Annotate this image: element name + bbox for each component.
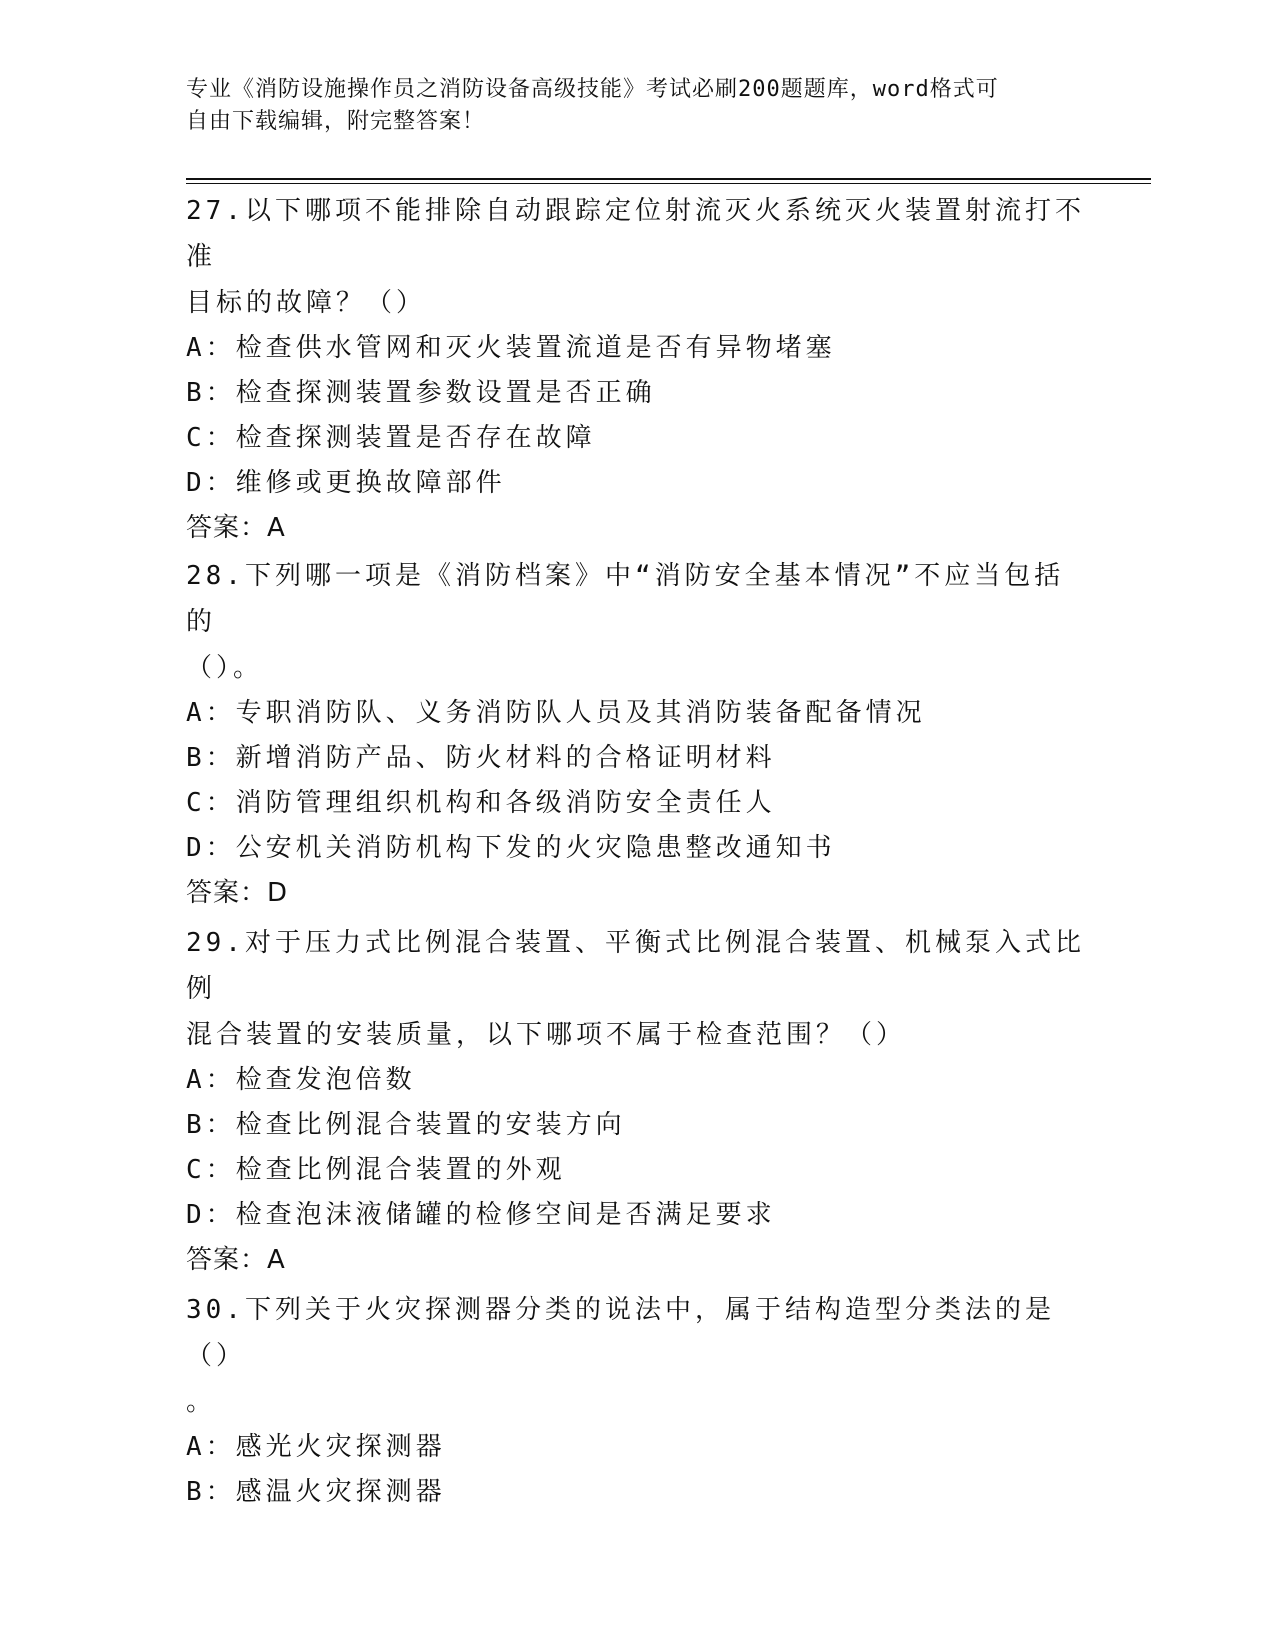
answer-line: 答案：D	[186, 878, 289, 908]
header-line-2: 自由下载编辑，附完整答案！	[186, 109, 486, 134]
header-line-1: 专业《消防设施操作员之消防设备高级技能》考试必刷200题题库，word格式可	[186, 77, 999, 102]
question-28	[186, 553, 1086, 916]
option-b: B：感温火灾探测器	[186, 1477, 446, 1507]
header-rule-thin	[186, 183, 1151, 184]
option-c: C：检查比例混合装置的外观	[186, 1155, 566, 1185]
option-d: D：维修或更换故障部件	[186, 468, 506, 498]
question-stem-line: 27.以下哪项不能排除自动跟踪定位射流灭火系统灭火装置射流打不准	[186, 196, 1085, 272]
question-stem-line: 。	[186, 1387, 217, 1417]
answer-line: 答案：A	[186, 1245, 286, 1275]
option-b: B：新增消防产品、防火材料的合格证明材料	[186, 743, 776, 773]
document-header	[186, 74, 1066, 138]
question-stem-line: （）。	[186, 653, 264, 683]
question-30	[186, 1287, 1086, 1515]
option-a: A：感光火灾探测器	[186, 1432, 446, 1462]
question-stem-line: 29.对于压力式比例混合装置、平衡式比例混合装置、机械泵入式比例	[186, 928, 1085, 1004]
question-stem-line: 目标的故障？（）	[186, 288, 427, 318]
answer-line: 答案：A	[186, 513, 286, 543]
option-b: B：检查探测装置参数设置是否正确	[186, 378, 656, 408]
question-27	[186, 188, 1086, 551]
option-a: A：检查供水管网和灭火装置流道是否有异物堵塞	[186, 333, 836, 363]
option-a: A：专职消防队、义务消防队人员及其消防装备配备情况	[186, 698, 926, 728]
header-rule-thick	[186, 178, 1151, 180]
question-29	[186, 920, 1086, 1283]
option-d: D：检查泡沫液储罐的检修空间是否满足要求	[186, 1200, 776, 1230]
option-b: B：检查比例混合装置的安装方向	[186, 1110, 626, 1140]
option-c: C：检查探测装置是否存在故障	[186, 423, 596, 453]
option-d: D：公安机关消防机构下发的火灾隐患整改通知书	[186, 833, 836, 863]
question-stem-line: 混合装置的安装质量，以下哪项不属于检查范围？（）	[186, 1020, 907, 1050]
option-c: C：消防管理组织机构和各级消防安全责任人	[186, 788, 776, 818]
option-a: A：检查发泡倍数	[186, 1065, 416, 1095]
question-stem-line: 28.下列哪一项是《消防档案》中“消防安全基本情况”不应当包括的	[186, 561, 1065, 637]
question-stem-line: 30.下列关于火灾探测器分类的说法中，属于结构造型分类法的是（）	[186, 1295, 1055, 1371]
